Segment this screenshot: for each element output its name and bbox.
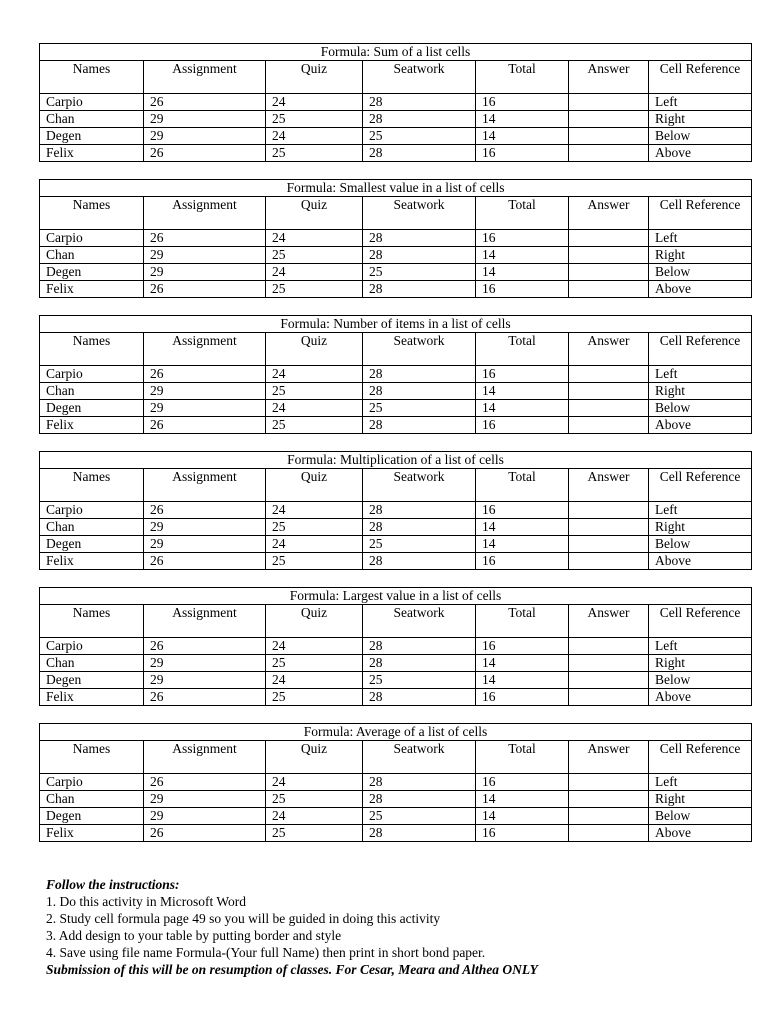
table-cell: Below (649, 536, 752, 553)
formula-table (39, 179, 752, 298)
table-cell: 26 (144, 230, 266, 247)
table-cell (569, 655, 649, 672)
table-title: Formula: Number of items in a list of cells (40, 316, 752, 333)
instruction-step: 2. Study cell formula page 49 so you will be guided in doing this activity (46, 911, 441, 926)
table-cell: 14 (476, 128, 569, 145)
column-header: Cell Reference (649, 605, 752, 638)
table-cell: 24 (266, 400, 363, 417)
table-cell: 26 (144, 638, 266, 655)
column-header: Quiz (266, 197, 363, 230)
table-cell (569, 672, 649, 689)
table-title: Formula: Smallest value in a list of cells (40, 180, 752, 197)
column-header: Quiz (266, 469, 363, 502)
table-cell (569, 808, 649, 825)
table-cell: 16 (476, 281, 569, 298)
table-cell: 29 (144, 655, 266, 672)
table-cell: Left (649, 774, 752, 791)
table-cell: Above (649, 281, 752, 298)
table-row (40, 264, 752, 281)
table-cell: Left (649, 366, 752, 383)
table-cell: 28 (363, 417, 476, 434)
column-header: Seatwork (363, 197, 476, 230)
table-cell: Above (649, 553, 752, 570)
table-row (40, 553, 752, 570)
table-cell: 26 (144, 774, 266, 791)
table-cell: 28 (363, 502, 476, 519)
table-cell (569, 553, 649, 570)
table-row (40, 230, 752, 247)
table-cell: Chan (40, 655, 144, 672)
table-row (40, 638, 752, 655)
table-cell: 14 (476, 264, 569, 281)
table-cell: 25 (266, 281, 363, 298)
column-header: Seatwork (363, 61, 476, 94)
table-cell: 14 (476, 655, 569, 672)
table-cell: Carpio (40, 502, 144, 519)
table-cell: Below (649, 672, 752, 689)
table-cell: 14 (476, 791, 569, 808)
table-cell: 28 (363, 519, 476, 536)
table-cell (569, 689, 649, 706)
table-cell: 28 (363, 825, 476, 842)
table-cell: 28 (363, 111, 476, 128)
column-header: Assignment (144, 61, 266, 94)
column-header: Cell Reference (649, 61, 752, 94)
table-cell: 26 (144, 553, 266, 570)
table-cell: 26 (144, 145, 266, 162)
submission-note: Submission of this will be on resumption of classes. For Cesar, Meara and Althea ONLY (46, 962, 538, 977)
table-cell: 25 (266, 553, 363, 570)
table-cell: Above (649, 417, 752, 434)
table-cell: Felix (40, 145, 144, 162)
table-cell: 24 (266, 672, 363, 689)
table-row (40, 400, 752, 417)
table-cell: 24 (266, 536, 363, 553)
column-header: Answer (569, 469, 649, 502)
table-cell: 25 (266, 519, 363, 536)
column-header: Cell Reference (649, 333, 752, 366)
column-header: Total (476, 333, 569, 366)
table-cell: 29 (144, 519, 266, 536)
table-cell (569, 400, 649, 417)
table-cell: 29 (144, 383, 266, 400)
table-cell: Right (649, 655, 752, 672)
table-cell: 29 (144, 808, 266, 825)
column-header: Total (476, 61, 569, 94)
table-cell: 29 (144, 264, 266, 281)
table-cell: 25 (363, 400, 476, 417)
table-cell: Right (649, 247, 752, 264)
table-cell: 28 (363, 689, 476, 706)
table-cell: 25 (266, 417, 363, 434)
column-header: Seatwork (363, 741, 476, 774)
table-cell: Degen (40, 536, 144, 553)
table-cell (569, 281, 649, 298)
table-cell (569, 638, 649, 655)
column-header: Answer (569, 741, 649, 774)
table-cell: 14 (476, 111, 569, 128)
table-cell: 24 (266, 774, 363, 791)
table-cell: 14 (476, 808, 569, 825)
table-cell: Carpio (40, 230, 144, 247)
column-header: Total (476, 469, 569, 502)
table-cell: 16 (476, 230, 569, 247)
table-cell: 16 (476, 774, 569, 791)
table-row (40, 825, 752, 842)
table-cell: 25 (266, 825, 363, 842)
table-cell: 25 (266, 383, 363, 400)
table-cell: 28 (363, 655, 476, 672)
column-header: Cell Reference (649, 469, 752, 502)
table-cell: Carpio (40, 774, 144, 791)
column-header: Assignment (144, 197, 266, 230)
column-header: Names (40, 61, 144, 94)
table-cell: Chan (40, 519, 144, 536)
column-header: Assignment (144, 741, 266, 774)
column-header: Total (476, 197, 569, 230)
table-cell: 28 (363, 230, 476, 247)
column-header: Total (476, 605, 569, 638)
table-cell: 14 (476, 519, 569, 536)
table-cell: 26 (144, 502, 266, 519)
column-header: Quiz (266, 605, 363, 638)
table-cell: 26 (144, 689, 266, 706)
table-cell (569, 519, 649, 536)
table-row (40, 417, 752, 434)
column-header: Names (40, 741, 144, 774)
table-cell: Right (649, 519, 752, 536)
table-cell: Left (649, 638, 752, 655)
table-row (40, 808, 752, 825)
table-cell: Felix (40, 825, 144, 842)
table-cell: 25 (363, 672, 476, 689)
table-cell: 25 (266, 247, 363, 264)
column-header: Names (40, 197, 144, 230)
table-cell: 24 (266, 502, 363, 519)
table-cell: Below (649, 264, 752, 281)
table-cell (569, 825, 649, 842)
instruction-step: 3. Add design to your table by putting border and style (46, 928, 342, 943)
table-cell: 24 (266, 94, 363, 111)
table-row (40, 502, 752, 519)
table-cell: 26 (144, 825, 266, 842)
table-cell: Right (649, 791, 752, 808)
table-cell: 28 (363, 553, 476, 570)
table-cell: Right (649, 383, 752, 400)
table-cell: 29 (144, 111, 266, 128)
column-header: Cell Reference (649, 741, 752, 774)
table-title: Formula: Sum of a list cells (40, 44, 752, 61)
formula-tables (39, 43, 751, 859)
table-cell (569, 247, 649, 264)
table-title: Formula: Multiplication of a list of cells (40, 452, 752, 469)
table-cell (569, 94, 649, 111)
table-cell (569, 383, 649, 400)
table-cell (569, 791, 649, 808)
table-cell: 25 (266, 655, 363, 672)
table-title: Formula: Largest value in a list of cells (40, 588, 752, 605)
table-cell: 25 (363, 264, 476, 281)
column-header: Quiz (266, 333, 363, 366)
table-row (40, 536, 752, 553)
table-cell: 16 (476, 638, 569, 655)
column-header: Answer (569, 197, 649, 230)
table-cell: 28 (363, 145, 476, 162)
table-cell (569, 536, 649, 553)
column-header: Names (40, 469, 144, 502)
table-cell: Carpio (40, 366, 144, 383)
table-cell: 29 (144, 791, 266, 808)
table-cell: 14 (476, 383, 569, 400)
table-cell: 24 (266, 808, 363, 825)
table-cell: 28 (363, 791, 476, 808)
table-cell: 26 (144, 281, 266, 298)
table-cell: Degen (40, 808, 144, 825)
table-row (40, 94, 752, 111)
table-cell: 24 (266, 638, 363, 655)
table-row (40, 774, 752, 791)
table-cell: 26 (144, 366, 266, 383)
table-row (40, 383, 752, 400)
table-cell: 25 (363, 808, 476, 825)
column-header: Cell Reference (649, 197, 752, 230)
table-cell: 14 (476, 400, 569, 417)
table-cell: Chan (40, 383, 144, 400)
table-cell: 25 (266, 145, 363, 162)
instruction-step: 1. Do this activity in Microsoft Word (46, 894, 247, 909)
table-cell: Carpio (40, 638, 144, 655)
table-cell: 28 (363, 774, 476, 791)
instruction-step: 4. Save using file name Formula-(Your full Name) then print in short bond paper. (46, 945, 486, 960)
table-cell: 25 (266, 791, 363, 808)
table-cell: 28 (363, 383, 476, 400)
column-header: Assignment (144, 333, 266, 366)
table-cell: Felix (40, 553, 144, 570)
table-cell: 16 (476, 417, 569, 434)
table-row (40, 247, 752, 264)
column-header: Names (40, 333, 144, 366)
table-row (40, 366, 752, 383)
table-cell (569, 111, 649, 128)
table-cell: 29 (144, 536, 266, 553)
column-header: Total (476, 741, 569, 774)
table-row (40, 281, 752, 298)
table-title: Formula: Average of a list of cells (40, 724, 752, 741)
table-cell: 14 (476, 247, 569, 264)
table-cell: Below (649, 808, 752, 825)
table-cell (569, 774, 649, 791)
table-row (40, 655, 752, 672)
instructions-heading: Follow the instructions: (46, 877, 180, 892)
column-header: Quiz (266, 741, 363, 774)
table-cell: Above (649, 145, 752, 162)
table-cell: 25 (266, 111, 363, 128)
formula-table (39, 451, 752, 570)
table-row (40, 111, 752, 128)
column-header: Seatwork (363, 469, 476, 502)
formula-table (39, 587, 752, 706)
table-cell: 28 (363, 281, 476, 298)
table-cell: Left (649, 230, 752, 247)
table-cell (569, 502, 649, 519)
formula-table (39, 723, 752, 842)
table-cell: 29 (144, 247, 266, 264)
table-cell (569, 264, 649, 281)
table-cell: 16 (476, 366, 569, 383)
table-cell: 26 (144, 417, 266, 434)
table-cell: Carpio (40, 94, 144, 111)
table-cell: Left (649, 502, 752, 519)
table-cell: Degen (40, 400, 144, 417)
table-row (40, 791, 752, 808)
table-cell: 16 (476, 825, 569, 842)
table-cell: Degen (40, 264, 144, 281)
table-cell: 28 (363, 638, 476, 655)
table-cell: 28 (363, 94, 476, 111)
table-cell: Below (649, 128, 752, 145)
table-cell: Felix (40, 689, 144, 706)
column-header: Assignment (144, 469, 266, 502)
table-cell: Below (649, 400, 752, 417)
table-cell: 29 (144, 128, 266, 145)
table-row (40, 128, 752, 145)
table-cell: Chan (40, 791, 144, 808)
table-row (40, 519, 752, 536)
table-cell: 24 (266, 366, 363, 383)
table-cell: 16 (476, 689, 569, 706)
table-row (40, 689, 752, 706)
column-header: Answer (569, 61, 649, 94)
table-cell: Left (649, 94, 752, 111)
column-header: Quiz (266, 61, 363, 94)
table-cell: 16 (476, 553, 569, 570)
table-row (40, 672, 752, 689)
column-header: Names (40, 605, 144, 638)
table-cell (569, 417, 649, 434)
table-cell (569, 230, 649, 247)
table-cell: 28 (363, 247, 476, 264)
table-cell: Right (649, 111, 752, 128)
table-cell: 24 (266, 264, 363, 281)
table-cell: Degen (40, 128, 144, 145)
table-cell: 14 (476, 672, 569, 689)
formula-table (39, 315, 752, 434)
table-cell: 14 (476, 536, 569, 553)
table-cell: 24 (266, 128, 363, 145)
table-cell: 28 (363, 366, 476, 383)
table-cell: 16 (476, 145, 569, 162)
table-cell (569, 128, 649, 145)
instructions-section (46, 876, 746, 978)
table-cell: Chan (40, 247, 144, 264)
table-cell: Degen (40, 672, 144, 689)
table-cell: Above (649, 825, 752, 842)
table-cell: Felix (40, 281, 144, 298)
table-cell: 25 (266, 689, 363, 706)
table-cell: 16 (476, 94, 569, 111)
table-cell: 29 (144, 400, 266, 417)
column-header: Answer (569, 333, 649, 366)
formula-table (39, 43, 752, 162)
table-cell (569, 366, 649, 383)
table-cell (569, 145, 649, 162)
table-cell: 25 (363, 536, 476, 553)
column-header: Answer (569, 605, 649, 638)
column-header: Seatwork (363, 605, 476, 638)
table-cell: Chan (40, 111, 144, 128)
column-header: Assignment (144, 605, 266, 638)
table-cell: 16 (476, 502, 569, 519)
table-cell: 26 (144, 94, 266, 111)
table-row (40, 145, 752, 162)
table-cell: 24 (266, 230, 363, 247)
column-header: Seatwork (363, 333, 476, 366)
table-cell: 29 (144, 672, 266, 689)
table-cell: 25 (363, 128, 476, 145)
table-cell: Felix (40, 417, 144, 434)
table-cell: Above (649, 689, 752, 706)
